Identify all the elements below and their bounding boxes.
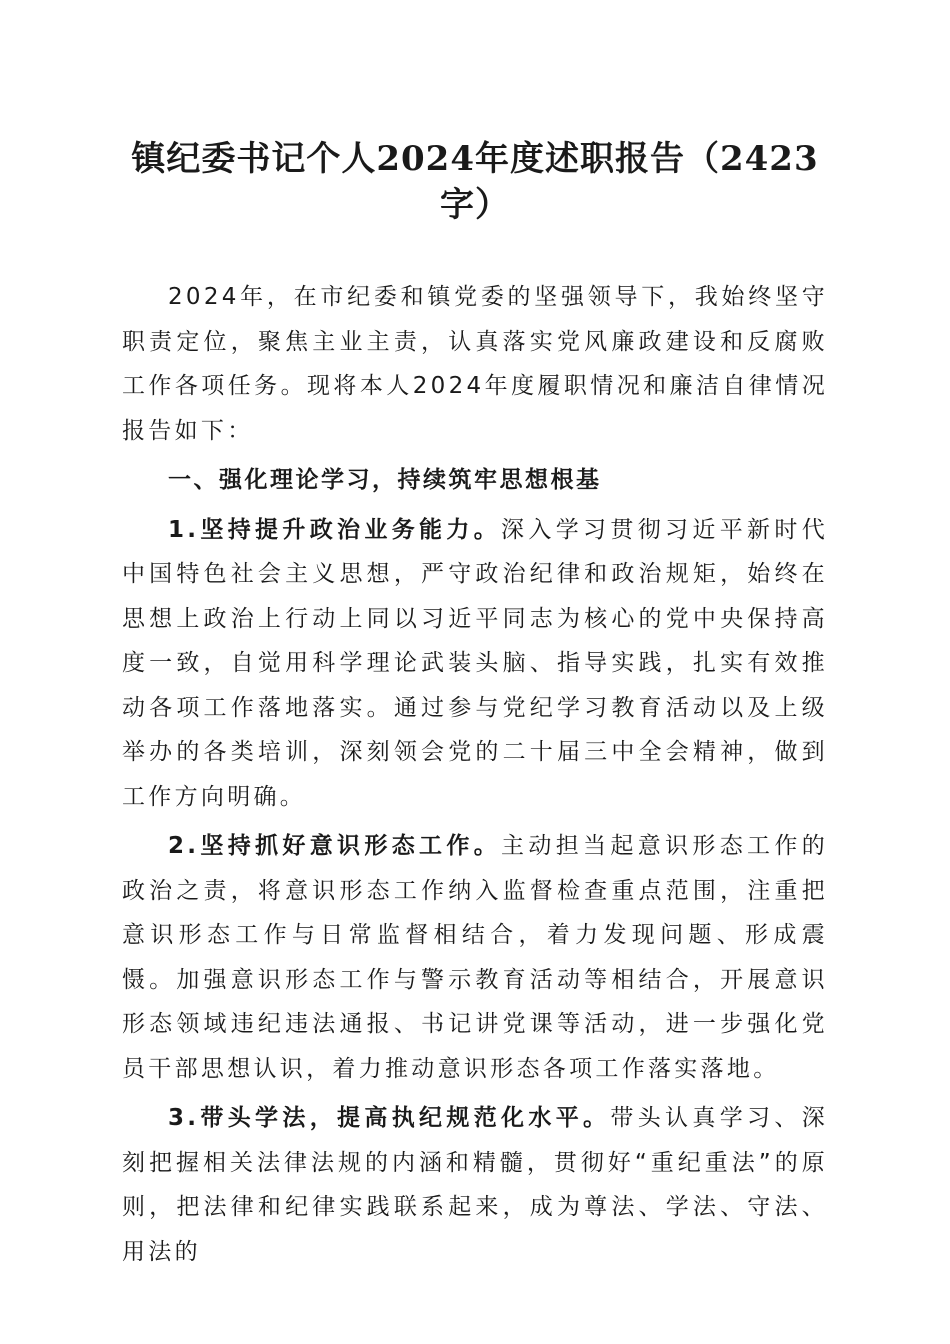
paragraph-text: 主动担当起意识形态工作的政治之责，将意识形态工作纳入监督检查重点范围，注重把意识形态工作与日常监督相结合，着力发现问题、形成震慑。加强意识形态工作与警示教育活动等相结合，开展意识形态领域违纪违法通报、书记讲党课等活动，进一步强化党员干部思想认识，着力推动意识形态各项工作落实落地。 <box>122 833 829 1082</box>
paragraph-lead: 1.坚持提升政治业务能力。 <box>168 516 502 543</box>
paragraph-item-2 <box>122 824 828 1091</box>
document-body <box>122 275 828 1274</box>
paragraph-item-1 <box>122 508 828 820</box>
paragraph-lead: 3.带头学法，提高执纪规范化水平。 <box>168 1105 611 1131</box>
paragraph-text: 深入学习贯彻习近平新时代中国特色社会主义思想，严守政治纪律和政治规矩，始终在思想上政治上行动上同以习近平同志为核心的党中央保持高度一致，自觉用科学理论武装头脑、指导实践，扎实有效推动各项工作落地落实。通过参与党纪学习教育活动以及上级举办的各类培训，深刻领会党的二十届三中全会精神，做到工作方向明确。 <box>122 516 829 810</box>
paragraph-text: 带头认真学习、深刻把握相关法律法规的内涵和精髓，贯彻好“重纪重法”的原则，把法律和纪律实践联系起来，成为尊法、学法、守法、用法的 <box>122 1105 829 1265</box>
document-title: 镇纪委书记个人2024年度述职报告（2423字） <box>131 139 819 225</box>
paragraph-item-3 <box>122 1096 828 1274</box>
intro-paragraph: 2024年，在市纪委和镇党委的坚强领导下，我始终坚守职责定位，聚焦主业主责，认真落实党风廉政建设和反腐败工作各项任务。现将本人2024年度履职情况和廉洁自律情况报告如下： <box>122 284 828 444</box>
section-heading: 一、强化理论学习，持续筑牢思想根基 <box>168 467 602 493</box>
paragraph-lead: 2.坚持抓好意识形态工作。 <box>168 833 502 859</box>
